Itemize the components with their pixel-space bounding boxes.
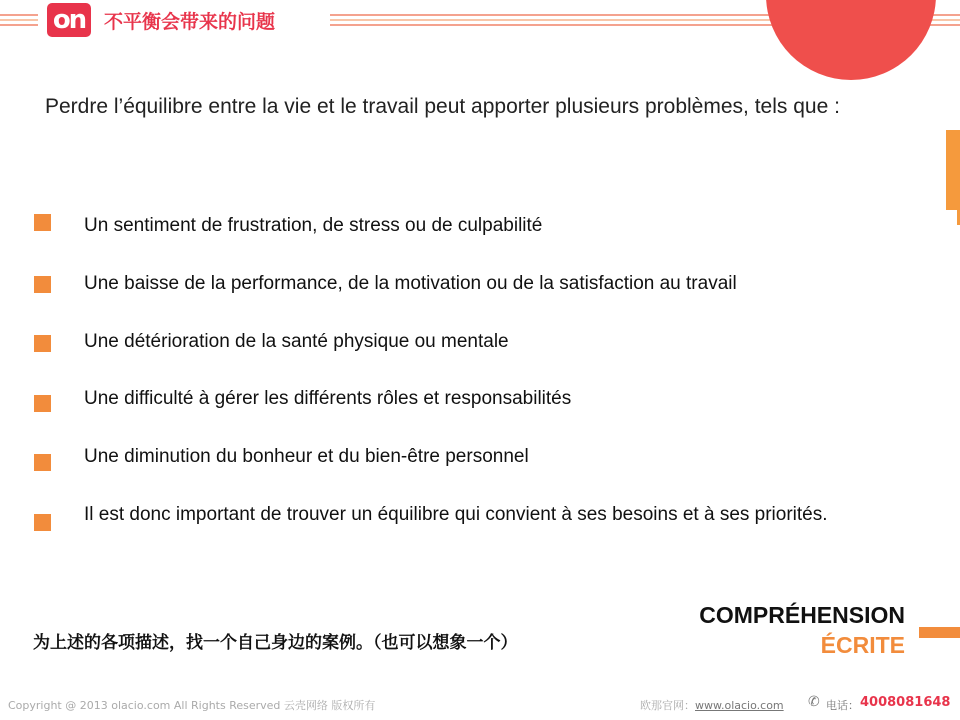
phone-label: 电话： [826, 699, 859, 712]
footer [0, 690, 960, 720]
phone-number: 4008081648 [860, 695, 951, 710]
phone-icon: ✆ [808, 694, 820, 710]
site-label: 欧那官网： [640, 699, 695, 712]
section-label [699, 600, 905, 660]
intro-text: Perdre l’équilibre entre la vie et le travail peut apporter plusieurs problèmes, tels que : [45, 95, 840, 118]
decorative-circle [766, 0, 936, 80]
decorative-side-tab [946, 130, 960, 210]
section-label-line1: COMPRÉHENSION [699, 602, 905, 628]
bullet-square-icon [34, 214, 51, 231]
list-item: Une détérioration de la santé physique ou mentale [84, 331, 509, 352]
page-title: 不平衡会带来的问题 [104, 11, 276, 33]
site-info [640, 697, 784, 713]
brand-logo: on [47, 3, 91, 37]
copyright-text: Copyright @ 2013 olacio.com All Rights Reserved 云壳网络 版权所有 [8, 699, 376, 712]
list-item: Il est donc important de trouver un équilibre qui convient à ses besoins et à ses priorités. [84, 504, 828, 525]
list-item: Une baisse de la performance, de la motivation ou de la satisfaction au travail [84, 273, 737, 294]
decorative-stripes-left [0, 14, 38, 26]
bullet-square-icon [34, 335, 51, 352]
task-instruction: 为上述的各项描述，找一个自己身边的案例。（也可以想象一个） [33, 633, 518, 653]
decorative-bar-right [919, 627, 960, 638]
site-link[interactable]: www.olacio.com [695, 699, 784, 712]
section-label-line2: ÉCRITE [820, 632, 905, 658]
bullet-square-icon [34, 454, 51, 471]
bullet-square-icon [34, 514, 51, 531]
list-item: Un sentiment de frustration, de stress ou de culpabilité [84, 215, 543, 236]
list-item: Une difficulté à gérer les différents rôles et responsabilités [84, 388, 572, 409]
bullet-square-icon [34, 395, 51, 412]
bullet-square-icon [34, 276, 51, 293]
list-item: Une diminution du bonheur et du bien-être personnel [84, 446, 529, 467]
